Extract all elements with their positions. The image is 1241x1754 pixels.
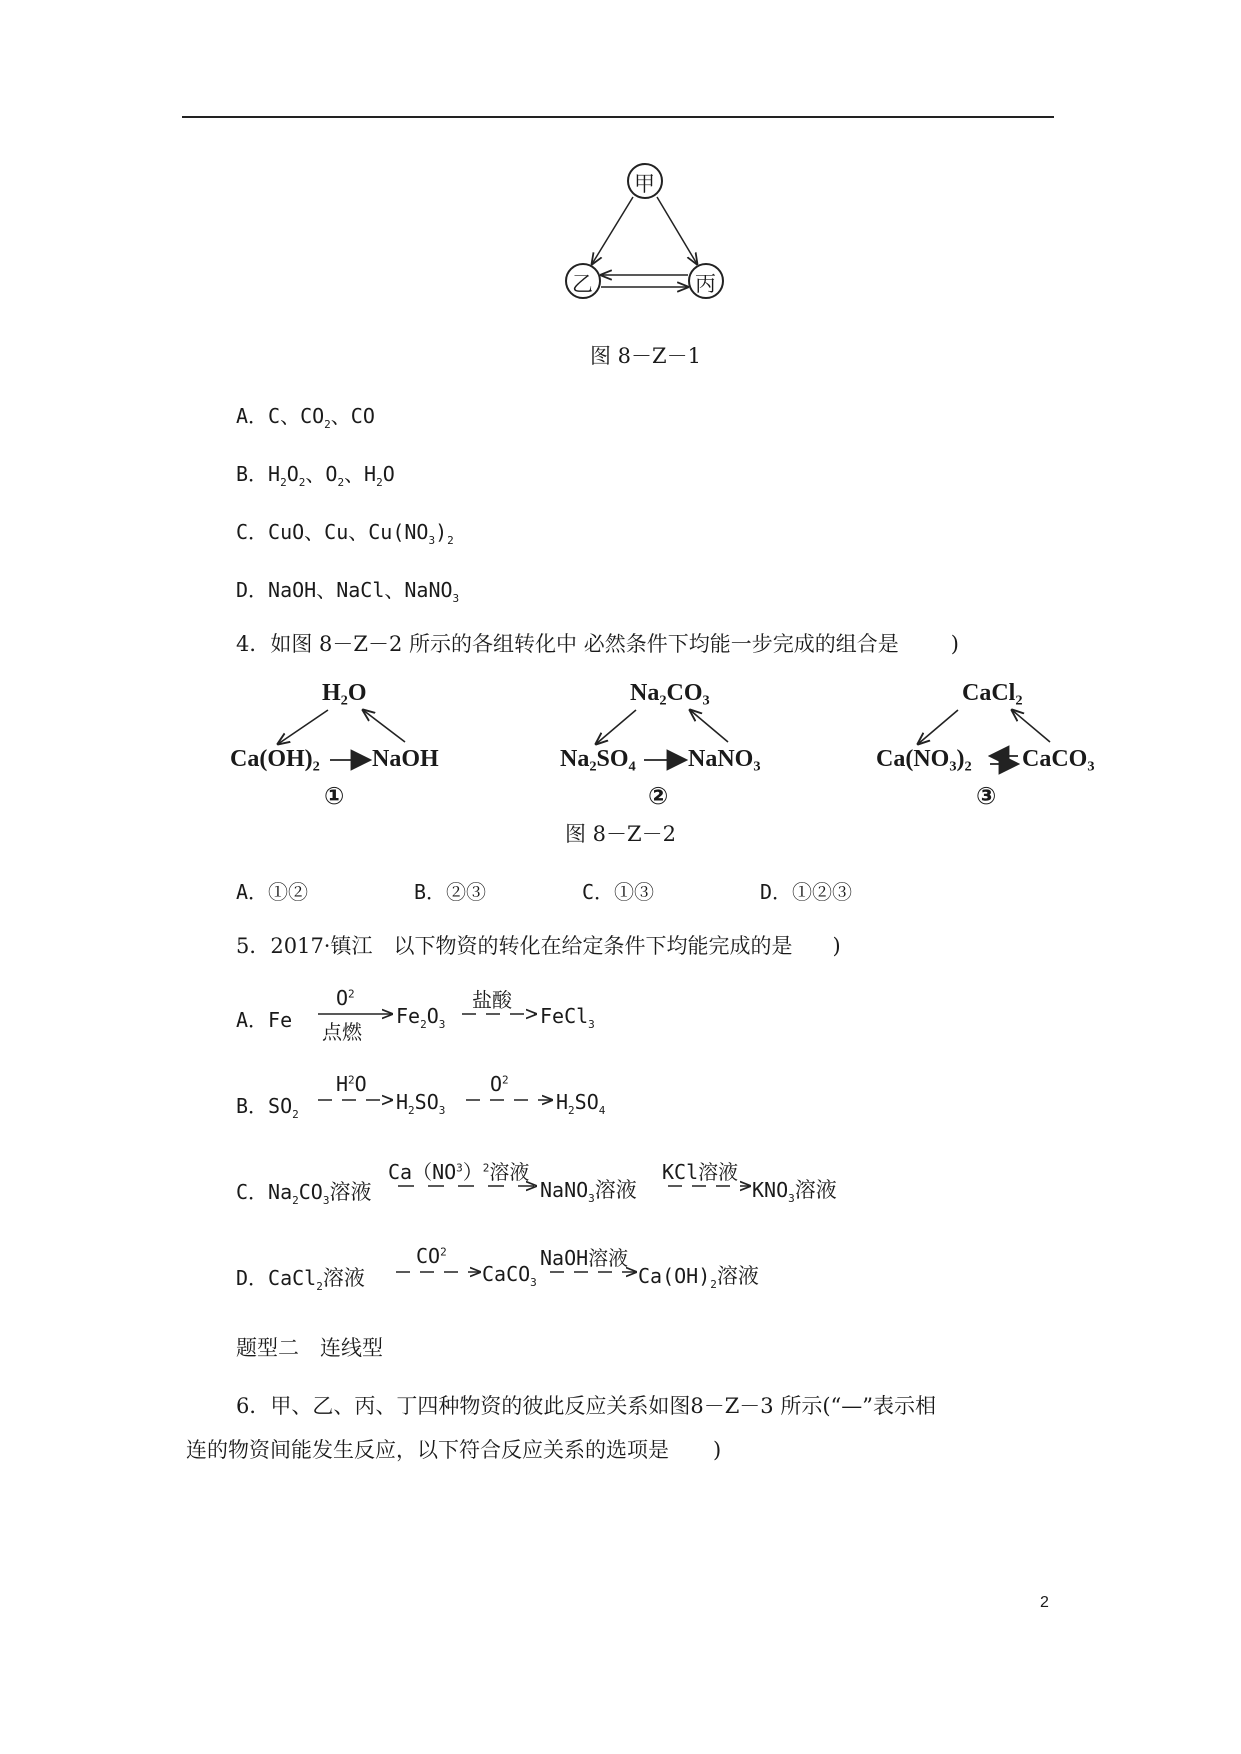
q5-c-mid: NaNO$_3$溶液 [540,1178,637,1205]
section-title: 题型二 连线型 [236,1336,383,1360]
q5-c-cond2-top: KCl溶液 [662,1160,739,1184]
q4-option-b: B．②③ [414,880,487,904]
q5-d-mid: CaCO$_3$ [482,1262,537,1289]
q5-option-a: A．Fe [236,1008,293,1032]
q5-d-cond2-top: NaOH溶液 [540,1246,629,1270]
q5-option-c: C．$Na_2CO_3$溶液 [236,1180,372,1207]
fig2-g2-num: ② [648,782,669,810]
q5-d-cond1-top: $CO^2$ [416,1244,447,1268]
q4-option-c: C．①③ [582,880,655,904]
q4-option-a: A．①② [236,880,309,904]
fig2-g3-right: CaCO₃ [1022,746,1095,772]
q5-stem: 5．2017·镇江 以下物资的转化在给定条件下均能完成的是 ) [236,934,841,958]
page-number: 2 [1040,1594,1049,1611]
q3-option-a: A．C、$CO_2$、CO [236,404,375,431]
fig2-g3-left: Ca(NO₃)₂ [876,746,972,772]
q5-c-end: $KNO_3$溶液 [752,1178,837,1205]
node-jia-label: 甲 [634,172,655,196]
fig2-g1-top: H₂O [322,680,367,706]
q5-d-end: $Ca(OH)_2$溶液 [638,1264,759,1291]
fig2-g2-left: Na₂SO₄ [560,746,636,772]
q3-option-c: C．CuO、Cu、$Cu(NO_3)_2$ [236,520,454,547]
node-yi-label: 乙 [572,272,593,296]
q5-a-cond1-top: $O^2$ [336,986,355,1010]
fig2-g1-right: NaOH [372,746,439,772]
fig2-g3-top: CaCl₂ [962,680,1023,706]
q5-b-cond1-top: $H^2O$ [336,1072,367,1096]
fig2-g2-top: Na₂CO₃ [630,680,710,706]
q4-option-d: D．①②③ [760,880,853,904]
q6-line2: 连的物资间能发生反应，以下符合反应关系的选项是 ) [186,1438,722,1462]
q4-stem: 4．如图 8－Z－2 所示的各组转化中 必然条件下均能一步完成的组合是 ) [236,632,959,656]
q6-line1: 6．甲、乙、丙、丁四种物资的彼此反应关系如图8－Z－3 所示(“—”表示相 [236,1394,937,1418]
q5-c-cond1-top: $Ca(NO^3)^2$溶液 [388,1160,530,1184]
q5-b-cond2-top: $O^2$ [490,1072,509,1096]
node-bing-label: 丙 [695,272,716,296]
q5-a-cond1-bottom: 点燃 [322,1020,362,1044]
q5-a-mid: $Fe_2O_3$ [396,1004,446,1031]
q5-option-d: D．CaCl$_2$溶液 [236,1266,365,1293]
q5-a-cond2-top: 盐酸 [472,988,512,1012]
q3-option-d: D．NaOH、NaCl、NaNO$_3$ [236,578,460,605]
q5-b-mid: $H_2SO_3$ [396,1090,446,1117]
q5-b-end: $H_2SO_4$ [556,1090,606,1117]
q5-a-end: FeCl$_3$ [540,1004,595,1031]
q5-option-b: B．$SO_2$ [236,1094,299,1121]
fig2-g1-num: ① [324,782,345,810]
q3-option-b: B．$H_2O_2$、$O_2$、$H_2O$ [236,462,395,489]
fig2-g3-num: ③ [976,782,997,810]
fig2-g2-right: NaNO₃ [688,746,761,772]
figure-caption-2: 图 8－Z－2 [565,822,676,846]
fig2-g1-left: Ca(OH)₂ [230,746,320,772]
figure-caption-1: 图 8－Z－1 [590,344,701,368]
